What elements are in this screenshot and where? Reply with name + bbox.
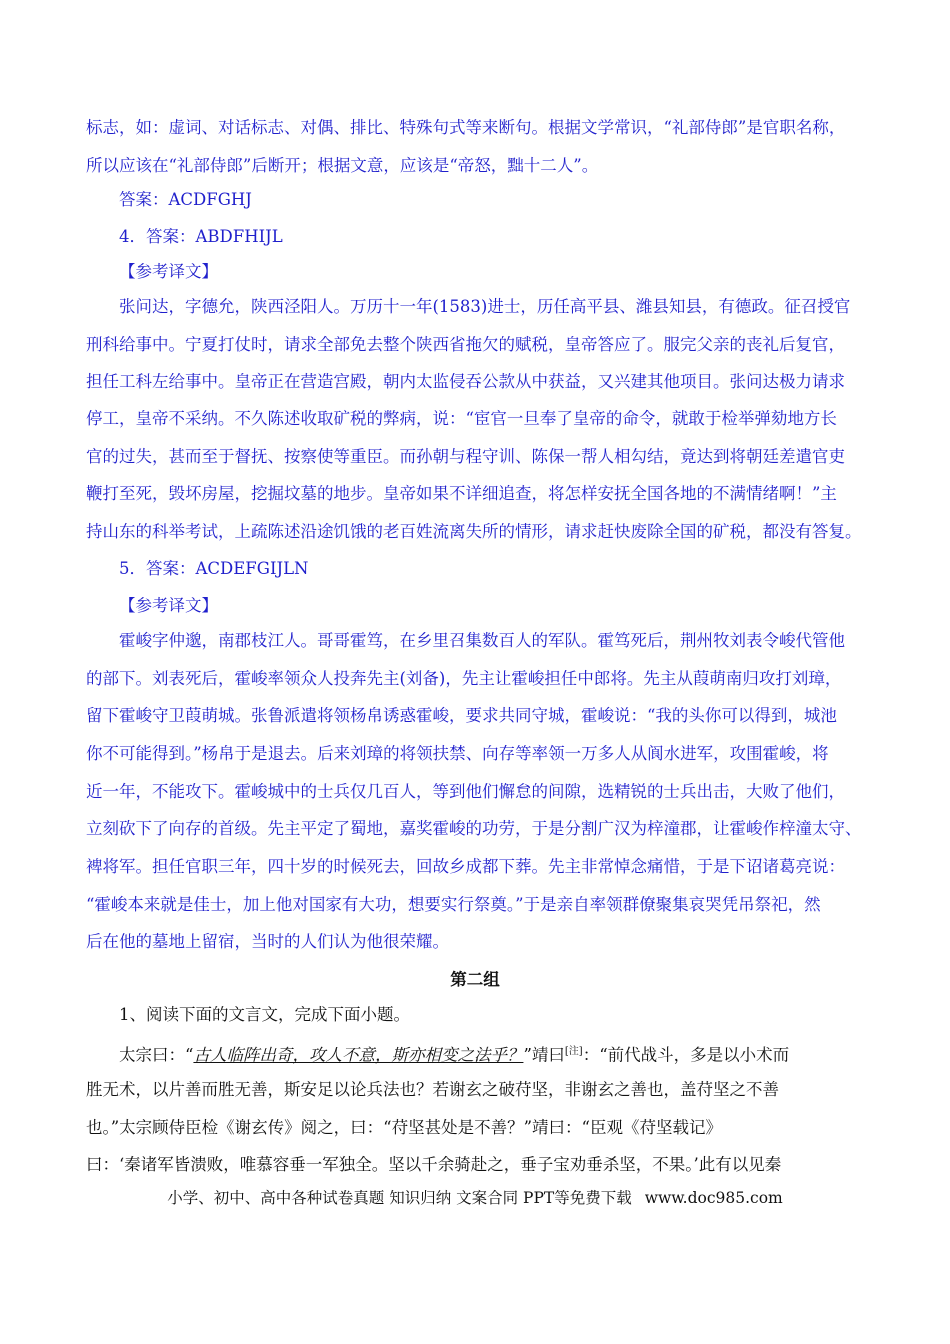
paragraph-line: 持山东的科举考试，上疏陈述沿途饥饿的老百姓流离失所的情形，请求赶快废除全国的矿税，都没有答复。 — [86, 522, 862, 541]
paragraph-line: 你不可能得到。”杨帛于是退去。后来刘璋的将领扶禁、向存等率领一万多人从阆水进军，攻围霍峻，将 — [86, 744, 829, 763]
answer-line: 答案：ACDFGHJ — [119, 190, 252, 209]
passage-line: 也。”太宗顾侍臣检《谢玄传》阅之，曰：“苻坚甚处是不善？”靖曰：“臣观《苻坚载记》 — [86, 1118, 722, 1137]
paragraph-line: 官的过失，甚而至于督抚、按察使等重臣。而孙朝与程守训、陈保一帮人相勾结，竟达到将朝廷差遣官吏 — [86, 447, 845, 466]
passage-line: 曰：‘秦诸军皆溃败，唯慕容垂一军独全。坚以千余骑赴之，垂子宝劝垂杀坚，不果。’此有以见秦 — [86, 1155, 782, 1174]
passage-line: 胜无术，以片善而胜无善，斯安足以论兵法也？若谢玄之破苻坚，非谢玄之善也，盖苻坚之不善 — [86, 1080, 779, 1099]
page-footer — [0, 1186, 950, 1208]
paragraph-line: 立刻砍下了向存的首级。先主平定了蜀地，嘉奖霍峻的功劳，于是分割广汉为梓潼郡，让霍峻作梓潼太守、 — [86, 819, 862, 838]
question-prompt: 1、阅读下面的文言文，完成下面小题。 — [119, 1005, 410, 1024]
translation-heading: 【参考译文】 — [119, 596, 218, 615]
footer-link[interactable]: www.doc985.com — [644, 1189, 783, 1207]
paragraph-line: 担任工科左给事中。皇帝正在营造宫殿，朝内太监侵吞公款从中获益，又兴建其他项目。张问达极力请求 — [86, 372, 845, 391]
passage-line — [119, 1040, 866, 1068]
answer-line: 5．答案：ACDEFGIJLN — [119, 559, 309, 578]
section-heading: 第二组 — [450, 970, 500, 989]
paragraph-line: 裨将军。担任官职三年，四十岁的时候死去，回故乡成都下葬。先主非常悼念痛惜，于是下诏诸葛亮说： — [86, 857, 845, 876]
paragraph-line: 留下霍峻守卫葭萌城。张鲁派遣将领杨帛诱惑霍峻，要求共同守城，霍峻说：“我的头你可以得到，城池 — [86, 706, 837, 725]
paragraph-line: 所以应该在“礼部侍郎”后断开；根据文意，应该是“帝怒，黜十二人”。 — [86, 156, 599, 175]
paragraph-line: 近一年，不能攻下。霍峻城中的士兵仅几百人，等到他们懈怠的间隙，选精锐的士兵出击，大败了他们， — [86, 782, 845, 801]
underlined-sentence: 古人临阵出奇，攻人不意，斯亦相变之法乎？ — [193, 1045, 524, 1065]
answer-line: 4．答案：ABDFHIJL — [119, 227, 283, 246]
paragraph-line: “霍峻本来就是佳士，加上他对国家有大功，想要实行祭奠。”于是亲自率领群僚聚集哀哭凭吊祭祀，然 — [86, 895, 821, 914]
paragraph-line: 刑科给事中。宁夏打仗时，请求全部免去整个陕西省拖欠的赋税，皇帝答应了。服完父亲的丧礼后复官， — [86, 335, 845, 354]
paragraph-line: 标志，如：虚词、对话标志、对偶、排比、特殊句式等来断句。根据文学常识，“礼部侍郎”是官职名称， — [86, 118, 846, 137]
paragraph-line: 停工，皇帝不采纳。不久陈述收取矿税的弊病，说：“宦官一旦奉了皇帝的命令，就敢于检举弹劾地方长 — [86, 409, 837, 428]
translation-heading: 【参考译文】 — [119, 262, 218, 281]
passage-text: ：“前代战斗，多是以小术而 — [582, 1045, 790, 1065]
paragraph-line: 霍峻字仲邈，南郡枝江人。哥哥霍笃，在乡里召集数百人的军队。霍笃死后，荆州牧刘表令峻代管他 — [119, 631, 845, 650]
paragraph-line: 的部下。刘表死后，霍峻率领众人投奔先主(刘备)，先主让霍峻担任中郎将。先主从葭萌南归攻打刘璋， — [86, 669, 842, 688]
passage-text: ”靖曰 — [523, 1045, 565, 1065]
paragraph-line: 鞭打至死，毁坏房屋，挖掘坟墓的地步。皇帝如果不详细追查，将怎样安抚全国各地的不满情绪啊！”主 — [86, 484, 837, 503]
footer-text: 小学、初中、高中各种试卷真题 知识归纳 文案合同 PPT等免费下载 — [167, 1189, 632, 1207]
footnote-marker: [注] — [564, 1046, 583, 1057]
passage-text: 太宗曰：“ — [119, 1045, 194, 1065]
paragraph-line: 张问达，字德允，陕西泾阳人。万历十一年(1583)进士，历任高平县、潍县知县，有德政。征召授官 — [119, 297, 851, 316]
paragraph-line: 后在他的墓地上留宿，当时的人们认为他很荣耀。 — [86, 932, 449, 951]
